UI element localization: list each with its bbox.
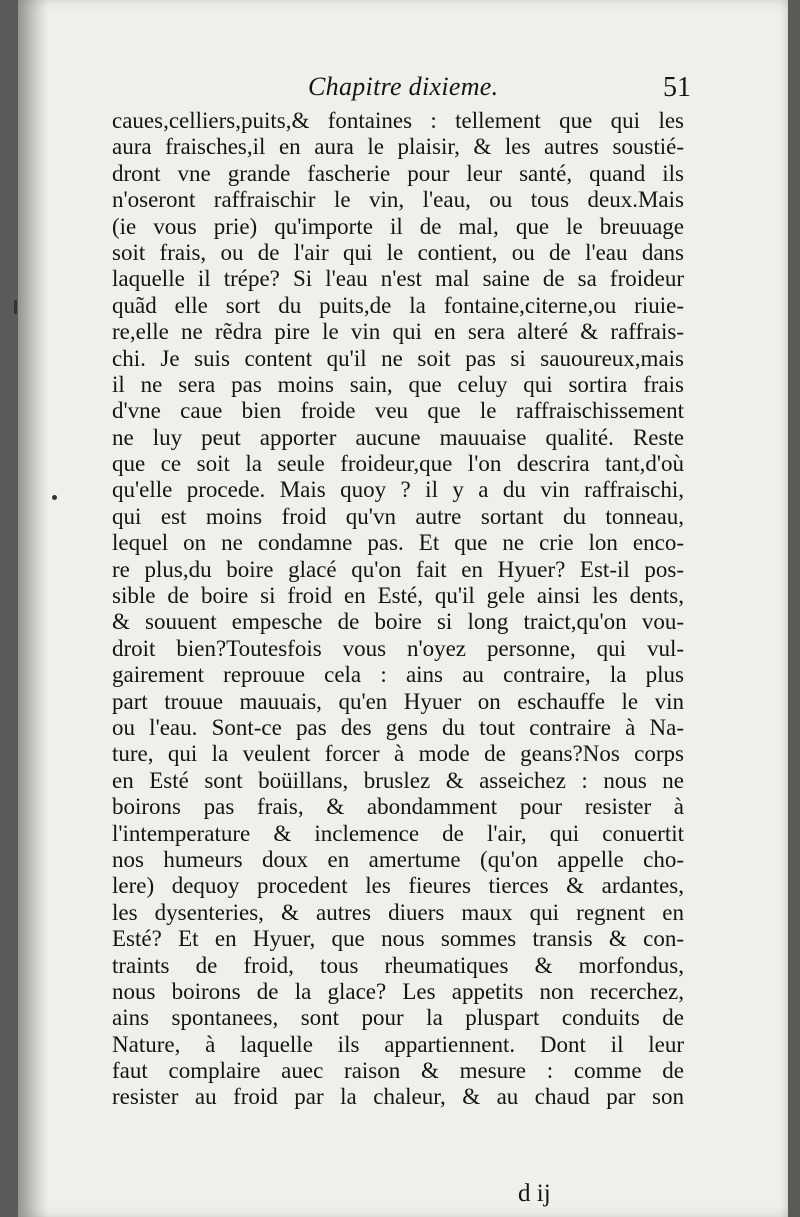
signature-mark: d ij <box>518 1180 551 1207</box>
ink-speck <box>52 495 57 500</box>
page-number: 51 <box>663 72 691 103</box>
text-line: sible de boire si froid en Esté, qu'il gele ainsi les dents, <box>112 583 684 609</box>
page-header <box>0 68 800 108</box>
text-line: droit bien?Toutesfois vous n'oyez personne, qui vul- <box>112 635 684 661</box>
text-line: qu'elle procede. Mais quoy ? il y a du vin raffraischi, <box>112 477 684 503</box>
text-line: nos humeurs doux en amertume (qu'on appelle cho- <box>112 846 684 872</box>
text-line: part trouue mauuais, qu'en Hyuer on eschauffe le vin <box>112 688 684 714</box>
text-line: gairement reprouue cela : ains au contraire, la plus <box>112 662 684 688</box>
text-line: ou l'eau. Sont-ce pas des gens du tout contraire à Na- <box>112 714 684 740</box>
text-line: en Esté sont boüillans, bruslez & asseichez : nous ne <box>112 767 684 793</box>
text-line: nous boirons de la glace? Les appetits non recerchez, <box>112 978 684 1004</box>
text-line: ture, qui la veulent forcer à mode de geans?Nos corps <box>112 741 684 767</box>
text-line: resister au froid par la chaleur, & au chaud par son <box>112 1084 684 1110</box>
text-line: aura fraisches,il en aura le plaisir, & les autres soustié- <box>112 134 684 160</box>
text-line: quãd elle sort du puits,de la fontaine,citerne,ou riuie- <box>112 292 684 318</box>
text-line: il ne sera pas moins sain, que celuy qui sortira frais <box>112 371 684 397</box>
running-head: Chapitre dixieme. <box>308 72 499 101</box>
text-line: faut complaire auec raison & mesure : comme de <box>112 1058 684 1084</box>
text-line: caues,celliers,puits,& fontaines : tellement que qui les <box>112 108 684 133</box>
text-line: dront vne grande fascherie pour leur santé, quand ils <box>112 160 684 186</box>
text-line: que ce soit la seule froideur,que l'on descrira tant,d'où <box>112 451 684 477</box>
text-line: Nature, à laquelle ils appartiennent. Dont il leur <box>112 1031 684 1057</box>
text-line: Esté? Et en Hyuer, que nous sommes transis & con- <box>112 926 684 952</box>
text-line: soit frais, ou de l'air qui le contient, ou de l'eau dans <box>112 239 684 265</box>
text-line: l'intemperature & inclemence de l'air, qui conuertit <box>112 820 684 846</box>
text-line: chi. Je suis content qu'il ne soit pas si sauoureux,mais <box>112 345 684 371</box>
text-line: traints de froid, tous rheumatiques & morfondus, <box>112 952 684 978</box>
text-line: d'vne caue bien froide veu que le raffraischissement <box>112 398 684 424</box>
text-line: (ie vous prie) qu'importe il de mal, que le breuuage <box>112 213 684 239</box>
text-line: n'oseront raffraischir le vin, l'eau, ou tous deux.Mais <box>112 187 684 213</box>
text-line: lere) dequoy procedent les fieures tierces & ardantes, <box>112 873 684 899</box>
text-line: ains spontanees, sont pour la pluspart conduits de <box>112 1005 684 1031</box>
text-line: les dysenteries, & autres diuers maux qui regnent en <box>112 899 684 925</box>
text-line: & souuent empesche de boire si long traict,qu'on vou- <box>112 609 684 635</box>
text-line: ne luy peut apporter aucune mauuaise qualité. Reste <box>112 424 684 450</box>
text-line: qui est moins froid qu'vn autre sortant du tonneau, <box>112 503 684 529</box>
body-text <box>112 108 684 1111</box>
ink-speck <box>14 300 17 314</box>
text-line: re plus,du boire glacé qu'on fait en Hyuer? Est-il pos- <box>112 556 684 582</box>
text-line: boirons pas frais, & abondamment pour resister à <box>112 794 684 820</box>
text-line: re,elle ne rẽdra pire le vin qui en sera alteré & raffrais- <box>112 319 684 345</box>
text-line: laquelle il trépe? Si l'eau n'est mal saine de sa froideur <box>112 266 684 292</box>
text-line: lequel on ne condamne pas. Et que ne crie lon enco- <box>112 530 684 556</box>
